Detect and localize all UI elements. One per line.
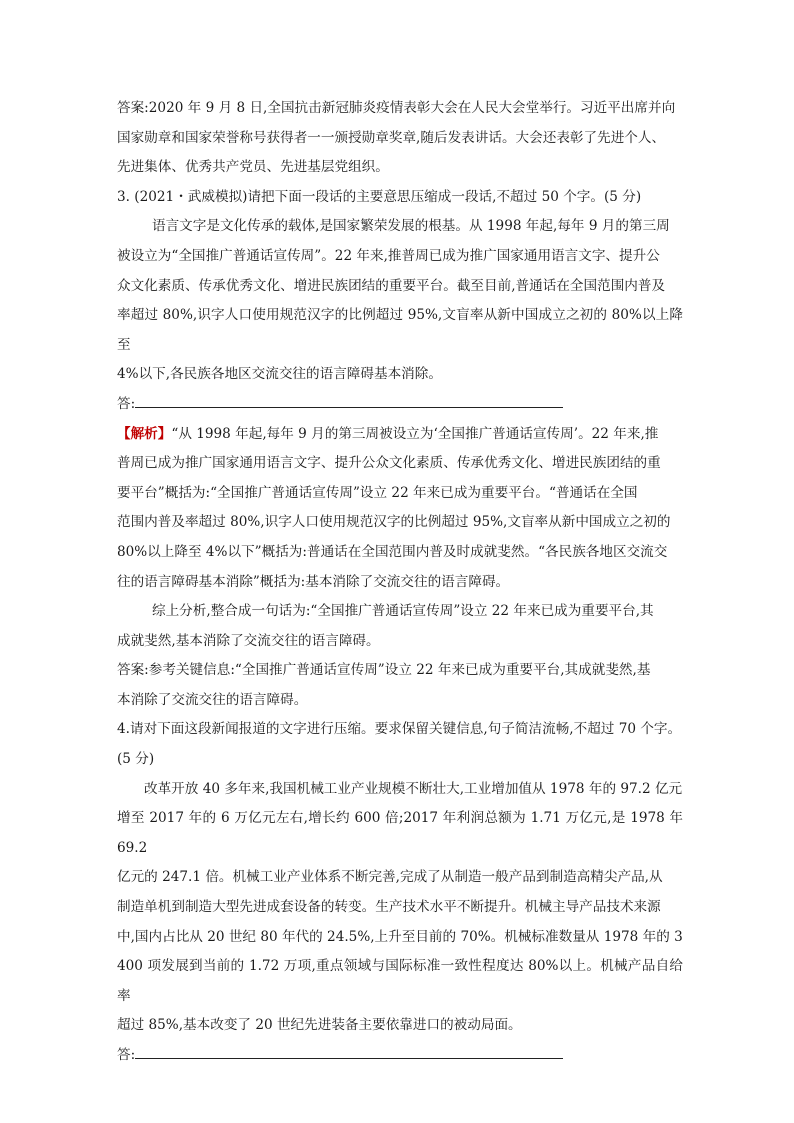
q4-prompt-line: (5 分): [117, 751, 155, 768]
analysis-tag: 【解析】: [117, 425, 172, 442]
q3-answer-line: 答案:参考关键信息:“全国推广普通话宣传周”设立 22 年来已成为重要平台,其成就斐然,基: [117, 662, 651, 679]
q4-passage-line: 增至 2017 年的 6 万亿元左右,增长约 600 倍;2017 年利润总额为 1.71 万亿元,是 1978 年 69.2: [117, 810, 683, 856]
q3-passage-line: 4%以下,各民族各地区交流交往的语言障碍基本消除。: [117, 366, 442, 383]
answer-blank-line[interactable]: [135, 1042, 563, 1059]
q4-passage-line: 超过 85%,基本改变了 20 世纪先进装备主要依靠进口的被动局面。: [117, 1017, 522, 1034]
q4-answer-blank-row: [117, 1041, 683, 1071]
document-page: [117, 94, 683, 1071]
q4-passage-line: 改革开放 40 多年来,我国机械工业产业规模不断壮大,工业增加值从 1978 年的 97.2 亿元: [144, 780, 683, 797]
answer-label: 答:: [117, 1047, 136, 1063]
q3-summary-line: 成就斐然,基本消除了交流交往的语言障碍。: [117, 632, 380, 649]
q4-passage-line: 亿元的 247.1 倍。机械工业产业体系不断完善,完成了从制造一般产品到制造高精尖产品,从: [117, 869, 663, 886]
q2-answer-line: 先进集体、优秀共产党员、先进基层党组织。: [117, 159, 389, 176]
q3-analysis-line: 80%以上降至 4%以下”概括为:普通话在全国范围内普及时成就斐然。“各民族各地区交流交: [117, 543, 668, 560]
q4-prompt-line: 4.请对下面这段新闻报道的文字进行压缩。要求保留关键信息,句子简洁流畅,不超过 70 个字。: [117, 721, 682, 738]
q4-passage-line: 400 项发展到当前的 1.72 万项,重点领域与国际标准一致性程度达 80%以上。机械产品自给率: [117, 958, 683, 1004]
q3-prompt: 3. (2021・武威模拟)请把下面一段话的主要意思压缩成一段话,不超过 50 个字。(5 分): [117, 188, 642, 205]
q3-passage-line: 被设立为“全国推广普通话宣传周”。22 年来,推普周已成为推广国家通用语言文字、提升公: [117, 247, 660, 264]
q3-summary-line: 综上分析,整合成一句话为:“全国推广普通话宣传周”设立 22 年来已成为重要平台,其: [152, 603, 654, 620]
q4-passage-line: 制造单机到制造大型先进成套设备的转变。生产技术水平不断提升。机械主导产品技术来源: [117, 899, 661, 916]
q3-analysis-line: 往的语言障碍基本消除”概括为:基本消除了交流交往的语言障碍。: [117, 573, 510, 590]
q2-answer-line: 国家勋章和国家荣誉称号获得者一一颁授勋章奖章,随后发表讲话。大会还表彰了先进个人、: [117, 129, 666, 146]
q3-passage-line: 率超过 80%,识字人口使用规范汉字的比例超过 95%,文盲率从新中国成立之初的 80%以上降至: [117, 307, 683, 353]
answer-label: 答:: [117, 395, 136, 412]
answer-blank-line[interactable]: [135, 391, 563, 408]
q3-analysis-line: 范围内普及率超过 80%,识字人口使用规范汉字的比例超过 95%,文盲率从新中国成立之初的: [117, 514, 671, 531]
q4-passage-line: 中,国内占比从 20 世纪 80 年代的 24.5%,上升至目前的 70%。机械标准数量从 1978 年的 3: [117, 928, 683, 945]
analysis-text: “从 1998 年起,每年 9 月的第三周被设立为‘全国推广普通话宣传周’。22 年来,推: [171, 425, 659, 442]
q3-analysis-line: 普周已成为推广国家通用语言文字、提升公众文化素质、传承优秀文化、增进民族团结的重: [117, 455, 661, 472]
q3-passage-line: 语言文字是文化传承的载体,是国家繁荣发展的根基。从 1998 年起,每年 9 月的第三周: [152, 218, 670, 235]
q2-answer-line: 答案:2020 年 9 月 8 日,全国抗击新冠肺炎疫情表彰大会在人民大会堂举行。习近平出席并向: [117, 100, 676, 116]
q3-analysis-line: 要平台”概括为:“全国推广普通话宣传周”设立 22 年来已成为重要平台。“普通话在全国: [117, 484, 638, 501]
q3-passage-line: 众文化素质、传承优秀文化、增进民族团结的重要平台。截至目前,普通话在全国范围内普及: [117, 277, 666, 294]
q3-analysis-line: [117, 420, 683, 450]
q3-answer-line: 本消除了交流交往的语言障碍。: [117, 691, 308, 708]
q3-answer-blank-row: [117, 390, 683, 420]
